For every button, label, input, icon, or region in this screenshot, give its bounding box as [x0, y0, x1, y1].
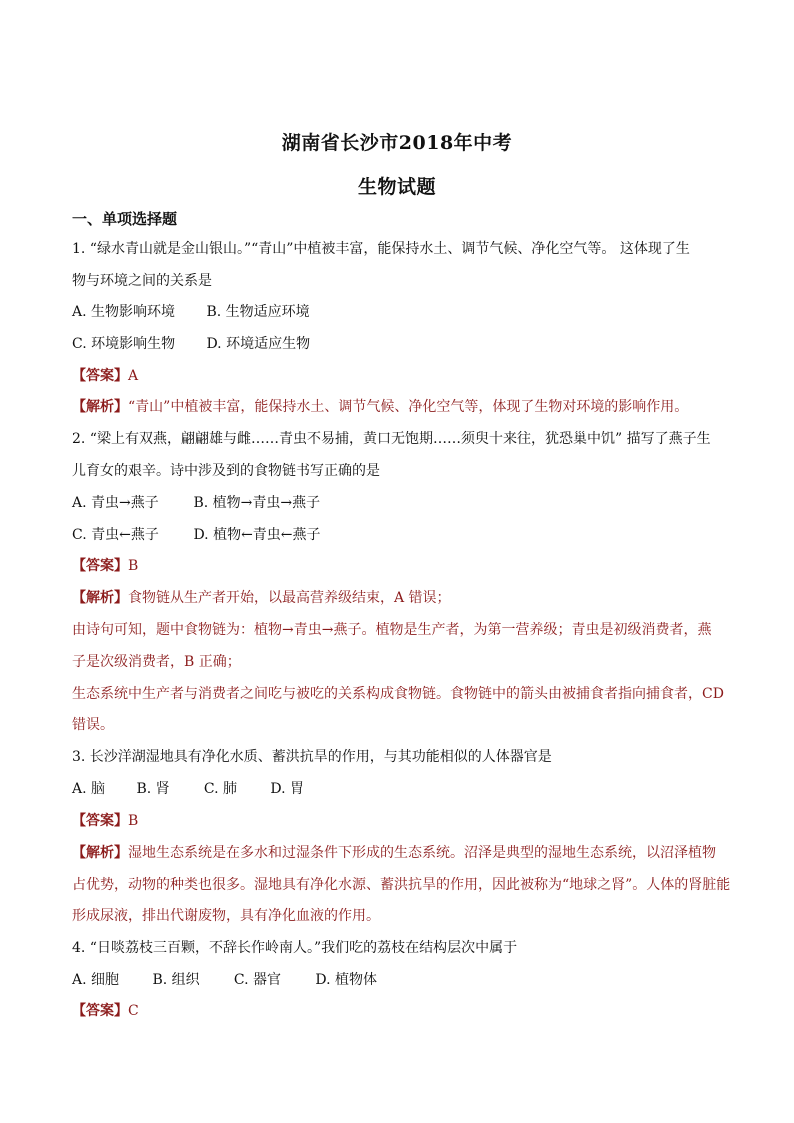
q3-explanation-line2: 占优势，动物的种类也很多。湿地具有净化水源、蓄洪抗旱的作用，因此被称为“地球之肾”。人体的肾脏能 [72, 877, 731, 893]
q1-option-d: D. 环境适应生物 [206, 336, 311, 352]
answer-tag: 【答案】 [72, 368, 128, 384]
q1-explanation [72, 398, 727, 416]
section-heading: 一、单项选择题 [72, 210, 178, 228]
q2-stem-line1: 2. “梁上有双燕，翩翩雄与雌……青虫不易捕，黄口无饱期……须臾十来往，犹恐巢中饥” 描写了燕子生 [72, 431, 711, 447]
q3-explanation-line3: 形成尿液，排出代谢废物，具有净化血液的作用。 [72, 908, 380, 924]
q4-option-d: D. 植物体 [315, 972, 377, 988]
q2-stem-line2: 儿育女的艰辛。诗中涉及到的食物链书写正确的是 [72, 463, 380, 479]
answer-tag: 【答案】 [72, 558, 128, 574]
explanation-tag: 【解析】 [72, 399, 128, 415]
q3-option-b: B. 肾 [136, 781, 170, 797]
q3-options-row [72, 780, 727, 798]
q1-explanation-line1: “青山”中植被丰富，能保持水土、调节气候、净化空气等，体现了生物对环境的影响作用。 [128, 399, 689, 415]
q2-explanation-line4: 生态系统中生产者与消费者之间吃与被吃的关系构成食物链。食物链中的箭头由被捕食者指向捕食者，CD [72, 686, 724, 702]
q4-option-c: C. 器官 [233, 972, 282, 988]
q2-answer [72, 557, 727, 575]
q4-option-a: A. 细胞 [72, 972, 120, 988]
q2-option-c: C. 青虫←燕子 [72, 527, 159, 543]
q3-stem-line1: 3. 长沙洋湖湿地具有净化水质、蓄洪抗旱的作用，与其功能相似的人体器官是 [72, 749, 552, 765]
q2-options-row1 [72, 494, 727, 512]
q2-explanation-line3: 子是次级消费者，B 正确； [72, 654, 241, 670]
q2-option-a: A. 青虫→燕子 [72, 495, 159, 511]
q1-option-c: C. 环境影响生物 [72, 336, 176, 352]
q2-explanation [72, 589, 727, 607]
q3-explanation [72, 844, 727, 862]
q4-answer [72, 1002, 727, 1020]
q4-options-row [72, 971, 727, 989]
q1-answer-value: A [128, 368, 139, 384]
explanation-tag: 【解析】 [72, 845, 128, 861]
q2-explanation-line1: 食物链从生产者开始，以最高营养级结束，A 错误； [128, 590, 451, 606]
q3-answer [72, 812, 727, 830]
q2-option-b: B. 植物→青虫→燕子 [193, 495, 321, 511]
q3-explanation-line1: 湿地生态系统是在多水和过湿条件下形成的生态系统。沼泽是典型的湿地生态系统，以沼泽植物 [128, 845, 716, 861]
q3-option-a: A. 脑 [72, 781, 106, 797]
q2-answer-value: B [128, 558, 139, 574]
q1-option-a: A. 生物影响环境 [72, 304, 176, 320]
q2-explanation-line2: 由诗句可知，题中食物链为：植物→青虫→燕子。植物是生产者，为第一营养级；青虫是初级消费者，燕 [72, 622, 712, 638]
answer-tag: 【答案】 [72, 1003, 128, 1019]
q3-option-c: C. 肺 [203, 781, 238, 797]
q1-answer [72, 367, 727, 385]
document-subtitle: 生物试题 [357, 176, 436, 198]
q2-options-row2 [72, 526, 727, 544]
document-title: 湖南省长沙市2018年中考 [281, 132, 513, 154]
q2-option-d: D. 植物←青虫←燕子 [193, 527, 321, 543]
q1-stem-line1: 1. “绿水青山就是金山银山。”“青山”中植被丰富，能保持水土、调节气候、净化空气等。 这体现了生 [72, 241, 690, 257]
explanation-tag: 【解析】 [72, 590, 128, 606]
q1-options-row1 [72, 303, 727, 321]
q3-answer-value: B [128, 813, 139, 829]
q4-option-b: B. 组织 [152, 972, 200, 988]
answer-tag: 【答案】 [72, 813, 128, 829]
q4-stem-line1: 4. “日啖荔枝三百颗，不辞长作岭南人。”我们吃的荔枝在结构层次中属于 [72, 940, 518, 956]
q3-option-d: D. 胃 [270, 781, 304, 797]
q1-stem-line2: 物与环境之间的关系是 [72, 273, 212, 289]
q1-option-b: B. 生物适应环境 [206, 304, 310, 320]
q4-answer-value: C [128, 1003, 139, 1019]
q2-explanation-line5: 错误。 [72, 717, 114, 733]
q1-options-row2 [72, 335, 727, 353]
